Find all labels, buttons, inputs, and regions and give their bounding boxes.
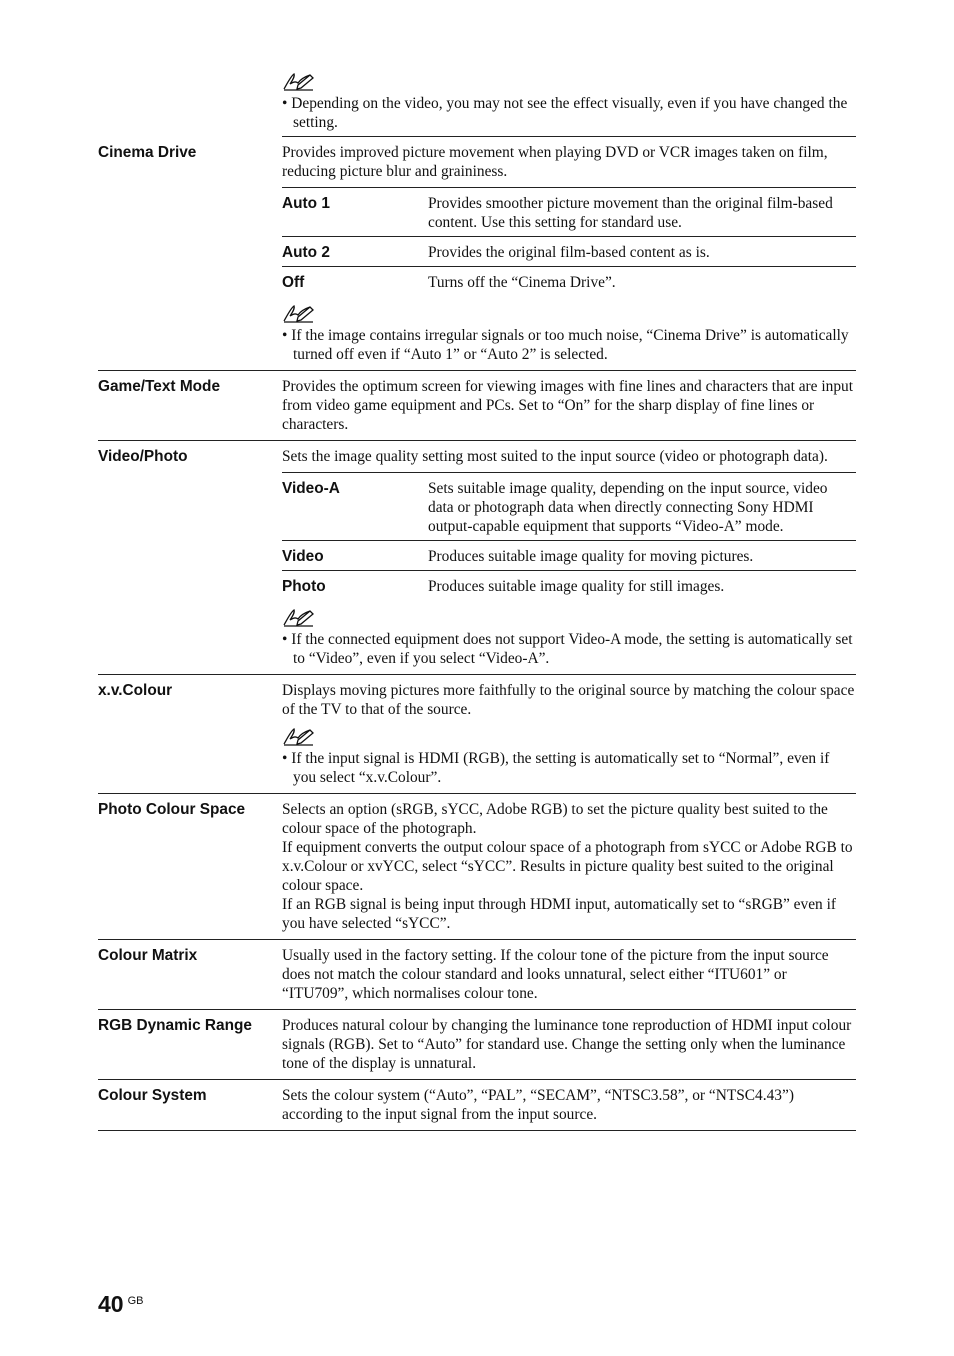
description-paragraph: If equipment converts the output colour space of a photograph from sYCC or Adobe RGB to x.v.Colour or xvYCC, select “sYCC”. Results in picture quality best suited to the original colour space.	[282, 839, 853, 894]
setting-term: Cinema Drive	[98, 144, 197, 161]
setting-description	[282, 1016, 856, 1073]
setting-description	[282, 143, 856, 364]
setting-term: Photo Colour Space	[98, 801, 246, 818]
setting-description	[282, 377, 856, 434]
setting-note	[282, 727, 856, 787]
description-paragraph: If an RGB signal is being input through HDMI input, automatically set to “sRGB” even if you have selected “sYCC”.	[282, 896, 836, 932]
setting-note	[282, 608, 856, 668]
setting-row-game-text-mode	[98, 371, 856, 441]
setting-description	[282, 800, 856, 933]
note-pencil-icon	[282, 72, 316, 92]
option-description: Produces suitable image quality for moving pictures.	[428, 548, 754, 565]
setting-row-xv-colour	[98, 675, 856, 794]
description-paragraph: Produces natural colour by changing the luminance tone reproduction of HDMI input colour signals (RGB). Set to “Auto” for standard use. Change the setting only when the luminance tone of the display is unnatural.	[282, 1017, 852, 1072]
description-paragraph: Provides the optimum screen for viewing images with fine lines and characters that are input from video game equipment and PCs. Set to “On” for the sharp display of fine lines or characters.	[282, 378, 853, 433]
setting-term: Video/Photo	[98, 448, 188, 465]
setting-row-colour-matrix	[98, 940, 856, 1010]
option-description: Sets suitable image quality, depending on the input source, video data or photograph data when directly connecting Sony HDMI output-capable equipment that supports “Video-A” mode.	[428, 480, 828, 535]
setting-row-video-photo	[98, 441, 856, 675]
note-text: • Depending on the video, you may not see the effect visually, even if you have changed the setting.	[282, 95, 848, 131]
option-description: Turns off the “Cinema Drive”.	[428, 274, 616, 291]
setting-term: x.v.Colour	[98, 682, 173, 699]
setting-description	[282, 681, 856, 787]
setting-row-cinema-drive	[98, 137, 856, 371]
description-paragraph: Provides improved picture movement when playing DVD or VCR images taken on film, reducing picture blur and graininess.	[282, 144, 828, 180]
note-text: • If the input signal is HDMI (RGB), the setting is automatically set to “Normal”, even if you select “x.v.Colour”.	[282, 750, 830, 786]
option-term: Video	[282, 548, 324, 565]
setting-term: Game/Text Mode	[98, 378, 221, 395]
manual-page	[98, 72, 856, 1131]
page-number: 40	[98, 1291, 124, 1317]
option-row	[282, 472, 856, 540]
setting-description	[282, 447, 856, 668]
description-paragraph: Sets the image quality setting most suited to the input source (video or photograph data).	[282, 448, 828, 465]
page-number-suffix: GB	[127, 1295, 144, 1307]
option-row	[282, 540, 856, 570]
option-row	[282, 187, 856, 236]
note-pencil-icon	[282, 304, 316, 324]
description-paragraph: Displays moving pictures more faithfully to the original source by matching the colour space of the TV to that of the source.	[282, 682, 855, 718]
setting-row-photo-colour-space	[98, 794, 856, 940]
setting-term: RGB Dynamic Range	[98, 1017, 252, 1034]
setting-row-rgb-dynamic-range	[98, 1010, 856, 1080]
note-text: • If the image contains irregular signals or too much noise, “Cinema Drive” is automatically turned off even if “Auto 1” or “Auto 2” is selected.	[282, 327, 849, 363]
setting-term: Colour System	[98, 1087, 207, 1104]
note-text: • If the connected equipment does not support Video-A mode, the setting is automatically set to “Video”, even if you select “Video-A”.	[282, 631, 853, 667]
option-row	[282, 570, 856, 600]
setting-description	[282, 946, 856, 1003]
option-description: Provides smoother picture movement than the original film-based content. Use this setting for standard use.	[428, 195, 833, 231]
option-term: Auto 2	[282, 244, 330, 261]
option-description: Produces suitable image quality for still images.	[428, 578, 725, 595]
intro-note	[282, 72, 856, 137]
setting-term: Colour Matrix	[98, 947, 198, 964]
option-row	[282, 266, 856, 296]
setting-row-colour-system	[98, 1080, 856, 1131]
description-paragraph: Selects an option (sRGB, sYCC, Adobe RGB) to set the picture quality best suited to the colour space of the photograph.	[282, 801, 828, 837]
note-pencil-icon	[282, 727, 316, 747]
page-footer	[98, 1290, 144, 1318]
setting-note	[282, 304, 856, 364]
option-description: Provides the original film-based content as is.	[428, 244, 710, 261]
setting-description	[282, 1086, 856, 1124]
description-paragraph: Usually used in the factory setting. If the colour tone of the picture from the input source does not match the colour standard and looks unnatural, select either “ITU601” or “ITU709”, which normalises colour tone.	[282, 947, 829, 1002]
description-paragraph: Sets the colour system (“Auto”, “PAL”, “SECAM”, “NTSC3.58”, or “NTSC4.43”) according to the input signal from the input source.	[282, 1087, 794, 1123]
option-term: Video-A	[282, 480, 340, 497]
option-term: Auto 1	[282, 195, 330, 212]
option-term: Off	[282, 274, 305, 291]
option-row	[282, 236, 856, 266]
option-term: Photo	[282, 578, 326, 595]
note-pencil-icon	[282, 608, 316, 628]
